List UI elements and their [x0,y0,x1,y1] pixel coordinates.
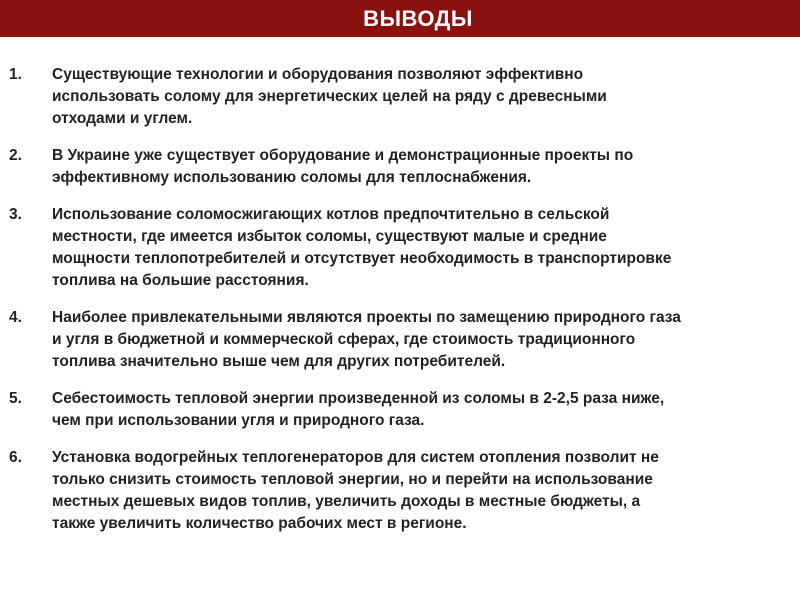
list-item-number: 2. [9,147,22,164]
list-item-text: Наиболее привлекательными являются проекты по замещению природного газа и угля в бюджетной и коммерческой сферах, где стоимость традиционного топлива значительно выше чем для других потребителей. [52,309,681,370]
list-item [0,307,800,373]
list-item [0,64,800,130]
list-item-number: 3. [9,206,22,223]
list-item-text: Использование соломосжигающих котлов предпочтительно в сельской местности, где имеется избыток соломы, существуют малые и средние мощности теплопотребителей и отсутствует необходимость в транспортировке топлива на большие расстояния. [52,206,672,289]
list-item-text: В Украине уже существует оборудование и демонстрационные проекты по эффективному использованию соломы для теплоснабжения. [52,147,634,186]
list-item [0,388,800,432]
list-item-number: 6. [9,449,22,466]
list-item [0,145,800,189]
conclusions-list [0,64,800,550]
list-item-number: 5. [9,390,22,407]
list-item [0,204,800,292]
list-item-text: Существующие технологии и оборудования позволяют эффективно использовать солому для энергетических целей на ряду с древесными отходами и углем. [52,66,607,127]
page-title: ВЫВОДЫ [363,5,473,31]
list-item-text: Себестоимость тепловой энергии произведенной из соломы в 2-2,5 раза ниже, чем при использовании угля и природного газа. [52,390,665,429]
list-item [0,447,800,535]
list-item-text: Установка водогрейных теплогенераторов для систем отопления позволит не только снизить стоимость тепловой энергии, но и перейти на использование местных дешевых видов топлив, увеличить доходы в местные бюджеты, а также увеличить количество рабочих мест в регионе. [52,449,659,532]
list-item-number: 1. [9,66,22,83]
title-bar [0,0,800,37]
list-item-number: 4. [9,309,22,326]
